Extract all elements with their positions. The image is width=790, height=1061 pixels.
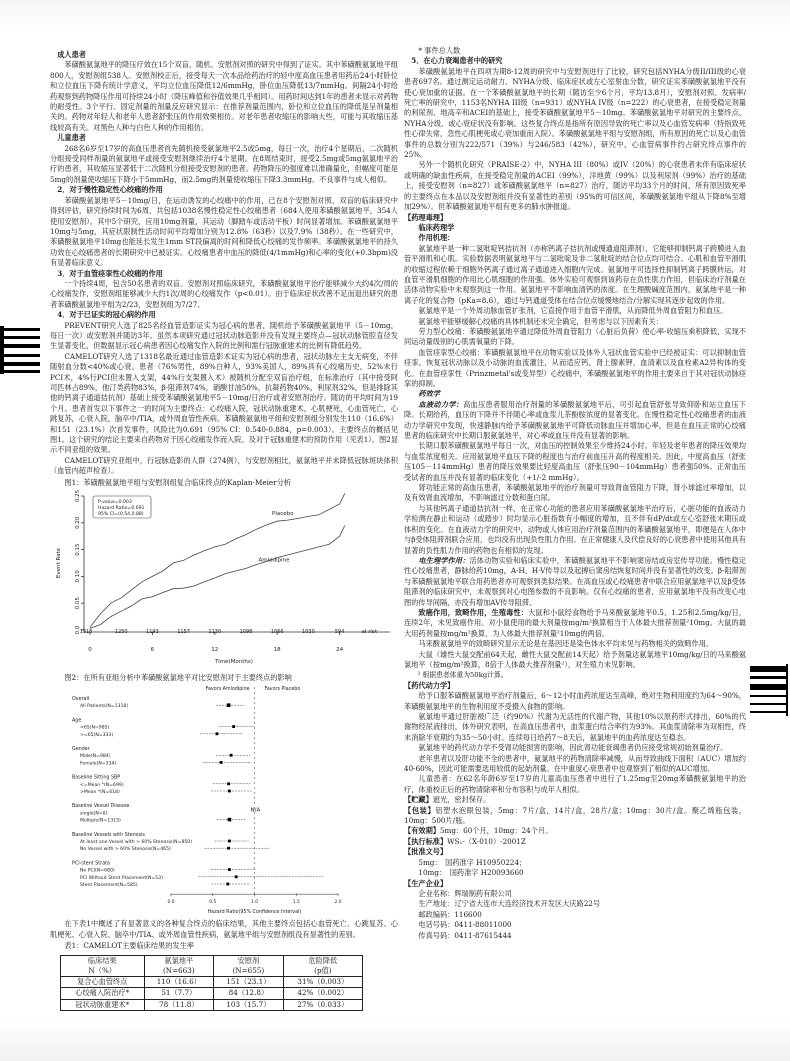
svg-text:N/A: N/A (250, 807, 261, 814)
svg-text:12: 12 (211, 647, 219, 654)
svg-text:Gender: Gender (72, 747, 90, 753)
table-header-row (61, 955, 363, 976)
kaplan-meier-chart (50, 490, 398, 672)
storage-line: 【贮藏】遮光，密封保存。 (404, 795, 491, 805)
manufacturer-address: 生产地址：辽宁省大连市大连经济技术开发区大庆路22号 (418, 899, 601, 909)
svg-text:1193: 1193 (146, 629, 159, 636)
hemodynamics-paragraph-4: 与其他钙离子通道拮抗剂一样，在正常心功能的患者应用苯磺酸氨氯地平治疗后，心脏功能的血液动力学检测在静止和运动（或踏步）时均显示心脏指数有小幅度的增加，且不伴有dP/dt或左心室舒张末期压或体积的变化。在血液动力学的研究中，动物或人体应用治疗剂量范围内的苯磺酸氨氯地平，即便是在人体中与β受体阻滞剂联合应用，也均没有出现负性肌力作用。在正常健康人及代偿良好的心衰患者中使用其他具有显著的负性肌力作用的药物也有相似的发现。 (404, 503, 746, 555)
heart-failure-paragraph-2: 另外一个随机化研究（PRAISE-2）中，NYHA III（80%）或IV（20%）的心衰患者未伴有临床症状或明确的缺血性疾病，在接受稳定剂量的ACEI（99%），洋地黄（99%）以及利尿剂（99%）治疗的基础上，接受安慰剂（n=827）或苯磺酸氨氯地平（n=827）治疗，随访平均33个月的时间，所有原因致死率的主要终点在本品以及安慰剂组并没有显著性的差别（95%的可信区间，苯磺酸氨氯地平组从下降8%至增加29%）。但苯磺酸氨氯地平组有更多的肺水肿报道。 (404, 160, 746, 212)
manufacturer-zip: 邮政编码：116600 (418, 909, 482, 919)
expiry-label: 【有效期】 (404, 826, 440, 836)
svg-text:1098: 1098 (239, 629, 253, 636)
figure-2-caption: 图2：在所有亚组分析中苯磺酸氨氯地平对比安慰剂对于主要终点的影响 (64, 673, 292, 683)
right-column (404, 46, 746, 941)
svg-text:PCI-stent Strata: PCI-stent Strata (72, 861, 110, 867)
section-5-heading: 5．在心力衰竭患者中的研究 (411, 56, 503, 66)
svg-text:1.5: 1.5 (292, 900, 300, 906)
mechanism-paragraph-1: 氨氯地平是一种二氢吡啶钙拮抗剂（亦称钙离子拮抗剂或慢通道阻滞剂），它能够抑制钙离子跨膜进入血管平滑肌和心肌。实验数据表明氨氯地平与二氢吡啶及非二氢吡啶的结合位点均可结合。心肌和血管平滑肌的收缩过程依赖于细胞外钙离子通过离子通道进入细胞内完成。氨氯地平可选择性抑制钙离子跨膜转运，对血管平滑肌细胞的作用比心肌细胞的作用强。体外实验可观察到该药存在负性肌力作用，但临床治疗剂量在活体动物实验中未观察到这一作用。氨氯地平不影响血清钙的浓度。在生理酸碱度范围内，氨氯地平是一种离子化的复合物（pKa=8.6），通过与钙通道受体在结合位点缓慢地结合/分解实现其逐步起效的作用。 (404, 243, 746, 305)
manufacturer-heading: 【生产企业】 (404, 878, 448, 888)
manufacturer-phone: 电话号码：0411-88011000 (418, 920, 512, 930)
camelot-results-table (60, 955, 363, 1012)
table-row (61, 988, 363, 1000)
section-3-paragraph: 一个持续4周，包含50名患者的双盲、安慰剂对照临床研究，苯磺酸氨氯地平治疗能够减少大约4次/周的心绞痛发作，安慰剂组能够减少大约1次/周的心绞痛发作（p<0.01）。由于临床症状改善不足而退出研究的患者苯磺酸氨氯地平组为2/23，安慰剂组为7/27。 (50, 278, 398, 309)
table-cell: 心绞痛入院治疗* (61, 988, 145, 1000)
mechanism-paragraph-4: 劳力型心绞痛：苯磺酸氨氯地平通过降低外周血管阻力（心脏后负荷）使心率-收缩压乘积降低，实现不同运动量级别的心肌需氧量的下降。 (404, 326, 746, 347)
svg-text:0.10: 0.10 (75, 570, 81, 583)
svg-text:Age: Age (72, 718, 82, 724)
heart-failure-paragraph-1: 苯磺酸氨氯地平在四项为期8-12周的研究中与安慰剂进行了比较，研究包括NYHA分级II/III级的心衰患者697名。通过测定运动耐力、NYHA分级、临床症状或左心室射血分数，研究证实苯磺酸氨氯地平没有使心衰加重的证据。在一个苯磺酸氨氯地平的长期（随访至少6个月，平均13.8月），安慰剂对照、发病率/死亡率的研究中，1153名NYHA III级（n=931）或NYHA IV级（n=222）的心衰患者，在接受稳定剂量的利尿剂、地高辛和ACEI的基础上，接受苯磺酸氨氯地平5－10mg。苯磺酸氨氯地平对研究的主要终点、NYHA分级、或心衰症状没有影响。这些复合终点是指所有原因导致的死亡率以及心血管发病率（特指致死性心律失常，急性心肌梗死或心衰加重而入院）。苯磺酸氨氯地平组与安慰剂组，所有原因的死亡以及心血管事件的总数分别为222/571（39%）与246/583（42%），研究中，心血管病事件约占研究终点事件的25%。 (404, 66, 746, 160)
table-cell: 78（11.8） (144, 999, 214, 1011)
svg-text:2.0: 2.0 (334, 900, 342, 906)
electrophysiology-paragraph: 电生理学作用：活体动物实验和临床实验中，苯磺酸氨氯地平不影响窦房结或房室传导功能。慢性稳定性心绞痛患者，静脉给药10mg，A-H、H-V传导以及起搏后窦房结恢复时间并没有显著性的改变。β-阻滞剂与苯磺酸氨氯地平联合用药患者亦可观察到类似结果。在高血压或心绞痛患者中联合应用氨氯地平以及β受体阻滞剂的临床研究中，未观察到对心电图参数的不良影响。仅有心绞痛的患者，应用氨氯地平没有改变心电图的传导间隔，亦没有增加AV传导阻滞。 (404, 555, 746, 607)
svg-text:single(N=0): single(N=0) (80, 811, 108, 817)
approval-heading: 【批准文号】 (404, 847, 448, 857)
svg-text:0.0: 0.0 (167, 900, 175, 906)
adult-patients-paragraph: 苯磺酸氨氯地平的降压疗效在15个双盲、随机、安慰剂对照的研究中得到了证实。其中苯磺酸氨氯地平组800人，安慰剂组538人。安慰剂校正后，接受每天一次本品给药治疗的轻中度高血压患者用药后24小时卧位和立位血压下降有统计学意义，平均立位血压降低12/6mmHg，卧位血压降低13/7mmHg。间隔24小时给药观察到药物降压作用可持续24小时（降压峰值和谷值效果几乎相同）。用药时间达到1年的患者未显示对药物的耐受性。3个平行、固定剂量的剂量反应研究显示：在推荐剂量范围内，卧位和立位血压的降低是呈剂量相关的。药物对年轻人和老年人患者舒张压的作用效果相仿。对老年患者收缩压的影响大些，可能与其收缩压基线较高有关。对黑色人种与白色人种的作用相仿。 (50, 60, 398, 132)
svg-text:At least one Vessel with > 60%: At least one Vessel with > 60% Stenosis(N=850) (80, 840, 193, 846)
svg-text:<65(N=985): <65(N=985) (80, 726, 110, 732)
table-row (61, 999, 363, 1011)
manufacturer-name: 企业名称：辉瑞制药有限公司 (418, 888, 512, 898)
pk-paragraph-5: 儿童患者：在62名年龄6岁至17岁的儿童高血压患者中进行了1.25mg至20mg苯磺酸氨氯地平的治疗，体重校正后的药物清除率和分布容积与成年人相似。 (404, 774, 746, 794)
svg-text:Male(N=984): Male(N=984) (80, 754, 111, 760)
expiry-line: 【有效期】5mg：60个月，10mg：24个月。 (404, 826, 553, 836)
toxicity-paragraph-3: 大鼠（雄性大鼠交配前64天起，雌性大鼠交配前14天起）给予剂量达氨氯地平10mg/kg/日的马来酸氨氯地平（按mg/m²换算，8倍于人体最大推荐剂量²），对生殖力未见影响。 (404, 649, 746, 669)
pharmacokinetics-heading: 【药代动力学】 (404, 680, 455, 690)
svg-text:at risk: at risk (361, 629, 378, 636)
table-cell: 冠状动脉重建术* (61, 999, 145, 1011)
pk-child-label: 儿童患者： (418, 774, 456, 784)
package-label: 【包装】 (404, 805, 436, 815)
manufacturer-fax: 传真号码：0411-87615444 (418, 930, 512, 940)
table-cell: 31%（0.003） (283, 976, 362, 988)
svg-text:Baseline Vessels with Stenosis: Baseline Vessels with Stenosis (72, 833, 145, 839)
table-row (61, 976, 363, 988)
table-header-cell: 安慰剂 (N=655) (214, 955, 284, 976)
figure-1-caption: 图1：苯磺酸氨氯地平组与安慰剂组复合临床终点的Kaplan-Meier分析 (64, 477, 291, 487)
forest-plot (50, 684, 398, 919)
svg-text:Hazard Ratio=0.691: Hazard Ratio=0.691 (98, 506, 145, 512)
section-2-paragraph: 苯磺酸氨氯地平5－10mg/日，在运动诱发的心绞痛中的作用，已在8个安慰剂对照、双盲的临床研究中得到评估，研究持续时间为6周，共包括1038名慢性稳定性心绞痛患者（684人使用苯磺酸氨氯地平，354人使用安慰剂）。其中5个研究，应用10mg剂量，其运动（脚踏车或活动平板）时间显著增加。苯磺酸氨氯地平10mg与5mg，其症状限制性活动时间平均增加分别为12.8%（63秒）以及7.9%（38秒）。在一些研究中，苯磺酸氨氯地平10mg也能延长发生1mm ST段偏离的时间和降低心绞痛的发作频率。苯磺酸氨氯地平的持久功效在心绞痛患者的长期研究中已被证实。心绞痛患者中血压的降低(4/1mmHg)和心率的变化(+0.3bpm)没有显著临床意义。 (50, 195, 398, 268)
svg-text:0.5: 0.5 (209, 900, 217, 906)
svg-text:0.05: 0.05 (75, 597, 81, 610)
standard-line: 【执行标准】WS₁-（X-010）-2001Z (404, 836, 526, 846)
clinical-pharmacology-heading: 临床药理学 (418, 222, 455, 232)
toxicity-label: 致癌作用，致畸作用，生殖毒性： (418, 607, 529, 617)
hemodynamics-label: 血液动力学： (418, 399, 464, 409)
table-cell: 103（15.7） (214, 999, 284, 1011)
approval-5mg: 5mg： 国药准字 H10950224； (418, 857, 527, 867)
toxicity-footnote: ² 根据患者体重为50kg计算。 (417, 671, 508, 680)
svg-text:>Mean *(N=618): >Mean *(N=618) (80, 790, 120, 796)
table-header-cell: 临床结果 N（%） (61, 955, 145, 976)
svg-text:1030: 1030 (302, 629, 315, 636)
svg-text:Baseline Sitting SBP: Baseline Sitting SBP (72, 776, 121, 782)
svg-text:1250: 1250 (114, 629, 128, 636)
svg-text:594: 594 (334, 629, 345, 636)
standard-label: 【执行标准】 (404, 836, 448, 846)
svg-text:0.25: 0.25 (75, 490, 81, 503)
svg-text:Female(N=334): Female(N=334) (80, 761, 117, 767)
camelot-paragraph: CAMELOT研究人选了1318名最近通过血管造影术证实为冠心病的患者，冠状动脉左主支无病变，不伴随射血分数<40%或心衰。患者（76%男性，89%白种人，93%美国人，89%具有心绞痛历史，52%未行PCI术，4%行PCI但未置入支架，44%行支架置入术）被随机分配至双盲治疗组，在标准治疗（其中接受阿司匹林占89%，他汀类药物83%，β-阻滞剂74%，硝酸甘油50%，抗凝药物40%，利尿剂32%，但是排除其他的钙离子通道拮抗剂）基础上接受苯磺酸氨氯地平5－10mg/日治疗或者安慰剂治疗。随访的平均时间为19个月。患者首发以下事件之一的时间为主要终点：心绞痛入院，冠状动脉重建术，心肌梗死，心血管死亡，心跳复苏，心衰入院，脑卒中/TIA，或外周血管性疾病。苯磺酸氨氯地平组和安慰剂组分别发生110（16.6%）和151（23.1%）次首发事件，风险比为0.691（95% CI：0.540-0.884，p=0.003）。主要终点的概括见图1。这个研究的结论主要来自药物对于因心绞痛发作而入院、及对于冠脉重建术的预防作用（见表1）。图2显示不同亚组的效果。 (50, 351, 398, 455)
pk-paragraph-2: 氨氯地平通过肝脏被广泛（约90%）代谢为无活性的代谢产物，其他10%以原药形式排出，60%的代谢物经尿液排出，体外研究表明，在高血压患者中，血浆蛋白结合率约为93%。其血浆清除率为双相性，终末消除半衰期约为35～50小时。连续每日给药7～8天后，氨氯地平的血药浓度达至稳态。 (404, 712, 746, 742)
svg-text:Hazard Ratio(95% Confidence In: Hazard Ratio(95% Confidence Interval) (207, 910, 302, 916)
hemodynamics-paragraph-1: 血液动力学：高血压患者服用治疗剂量的苯磺酸氨氯地平后，可引起血管舒张导致仰卧和站立血压下降。长期给药，血压的下降并不伴随心率或血浆儿茶酚胺浓度的显著变化。在慢性稳定性心绞痛患者的血液动力学研究中发现，快速静脉内给予苯磺酸氨氯地平可降低动脉血压并增加心率，但是在血压正常的心绞痛患者的临床研究中长期口服氨氯地平，对心率或血压并没有显著的影响。 (404, 399, 746, 441)
child-patients-heading: 儿童患者 (57, 133, 86, 143)
svg-text:0: 0 (88, 647, 92, 654)
svg-text:1.0: 1.0 (251, 900, 258, 906)
table-cell: 84（12.8） (214, 988, 284, 1000)
camelot-subgroup-paragraph: CAMELOT研究亚组中，行冠脉造影的人群（274例），与安慰剂相比，氨氯地平并未降低冠脉斑块体积（血管内超声检查）。 (50, 455, 398, 476)
left-binding-marks (0, 326, 42, 376)
toxicity-paragraph-1: 致癌作用，致畸作用，生殖毒性：大鼠和小鼠经食物给予马来酸氨氯地平0.5、1.25和2.5mg/kg/日，连续2年，未见致癌作用。对小鼠使用的最大剂量按mg/m²换算相当于人体最大推荐剂量²10mg。大鼠的最大用药剂量按mg/m²换算，为人体最大推荐剂量²10mg的两倍。 (404, 607, 746, 638)
section-3-heading: 3．对于血管痉挛性心绞痛的作用 (57, 268, 163, 278)
table-cell: 51（7.7） (144, 988, 214, 1000)
svg-text:PCI Without Stent Placement(N=: PCI Without Stent Placement(N=53) (80, 876, 163, 882)
table-cell: 110（16.6） (144, 976, 214, 988)
table-cell: 27%（0.033） (283, 999, 362, 1011)
svg-text:Event Rate: Event Rate (56, 548, 62, 579)
events-footnote: * 事件总人数 (418, 46, 461, 55)
svg-text:Favors Placebo: Favors Placebo (264, 687, 301, 693)
svg-text:Baseline Vessel Disease: Baseline Vessel Disease (72, 804, 130, 810)
prevent-paragraph: PREVENT研究人选了825名经血管造影证实为冠心病的患者，随机给予苯磺酸氨氯地平（5－10mg，每日一次）或安慰剂并随访3年。虽然本项研究通过冠状动脉造影并没有发现主要终点—冠状动脉管腔直径发生显著变化，但数据显示冠心病患者因心绞痛发作入院的比例和需行冠脉重建术的比例有降低趋势。 (50, 320, 398, 351)
svg-text:18: 18 (273, 647, 281, 654)
hemodynamics-paragraph-3: 肾功能正常的高血压患者，苯磺酸氨氯地平的治疗剂量可导致肾血管阻力下降，肾小球滤过率增加，以及有效肾血流增加，不影响滤过分数和蛋白尿。 (404, 483, 746, 503)
pk-paragraph-1: 给予口服苯磺酸氨氯地平治疗剂量后，6～12小时血药浓度达至高峰，绝对生物利用度约为64～90%，苯磺酸氨氯地平的生物利用度不受摄入食物的影响。 (404, 691, 746, 711)
svg-text:0.0: 0.0 (75, 625, 81, 635)
svg-text:1066: 1066 (270, 629, 284, 636)
svg-text:95% CI=(0.54,0.88): 95% CI=(0.54,0.88) (98, 512, 144, 518)
section-2-heading: 2．对于慢性稳定性心绞痛的作用 (57, 185, 163, 195)
adult-patients-heading: 成人患者 (57, 50, 86, 59)
svg-text:Multiple(N=1315): Multiple(N=1315) (80, 819, 121, 825)
svg-text:6: 6 (150, 647, 155, 654)
svg-text:0.20: 0.20 (75, 516, 81, 529)
svg-text:24: 24 (336, 647, 344, 654)
svg-text:1130: 1130 (208, 629, 222, 636)
mechanism-paragraph-5: 血管痉挛型心绞痛：苯磺酸氨氯地平在动物实验以及体外人冠状血管实验中已经被证实：可以抑制血管痉挛，恢复冠状动脉以及小动脉的血流灌注，从而适应钙，肾上腺素钾，血清素以及血栓素A2异构体的变化。在血管痉挛性（Prinzmetal's或变异型）心绞痛中，苯磺酸氨氯地平的作用主要来自于其对冠状动脉痉挛的抑制。 (404, 347, 746, 388)
approval-10mg: 10mg： 国药准字 H20093660 (418, 868, 524, 878)
pk-paragraph-3: 氨氯地平的药代动力学不受肾功能损害的影响，因此肾功能衰竭患者仍应接受常规初始剂量治疗。 (418, 743, 728, 753)
svg-text:All Patients(N=1318): All Patients(N=1318) (80, 704, 129, 710)
pharmacology-toxicology-heading: 【药理毒理】 (404, 212, 448, 222)
table-header-cell: 氨氯地平 (N=663) (144, 955, 214, 976)
mechanism-paragraph-2: 氨氯地平是一个外周动脉血管扩张剂，它直接作用于血管平滑肌，从而降低外周血管阻力和血压。 (418, 306, 728, 316)
mechanism-heading: 作用机理： (418, 233, 455, 243)
svg-text:No PCI(N=680): No PCI(N=680) (80, 869, 115, 875)
after-figure-2-paragraph: 在下表1中概述了有显著意义的各种复合终点的临床结果，其他主要终点包括心血管死亡、心跳复苏、心肌梗死、心衰入院、脑卒中/TIA、或外周血管性疾病，氨氯地平组与安慰剂组没有显著性的差别。 (50, 919, 398, 939)
left-column (50, 50, 398, 1011)
svg-text:Stent Placement(N=585): Stent Placement(N=585) (80, 883, 138, 889)
table-cell: 42%（0.002） (283, 988, 362, 1000)
mechanism-paragraph-3: 氨氯地平能够缓解心绞痛的具体机制还未完全确定，但考虑与以下因素有关： (418, 316, 663, 326)
toxicity-paragraph-2: 马来酸氨氯地平的致畸研究显示无论是在基因还是染色体水平均未见与药物相关的致畸作用。 (418, 639, 714, 649)
svg-text:Favors Amlodipine: Favors Amlodipine (205, 687, 250, 693)
table-cell: 复合心血管终点 (61, 976, 145, 988)
svg-text:Placebo: Placebo (272, 510, 294, 517)
svg-text:>=65(N=333): >=65(N=333) (80, 733, 114, 739)
child-patients-paragraph: 268名6岁至17岁的高血压患者首先随机接受氨氯地平2.5或5mg，每日一次，治疗4个星期后，二次随机分组接受同样剂量的氨氯地平或接受安慰剂继续治疗4个星期。在8周结束时，接受2.5mg或5mg氨氯地平治疗的患者，其收缩压显著低于二次随机分组接受安慰剂的患者。药物降压的强度难以准确量化，但幅度可能是5mg的剂量使收缩压下降小于5mmHg，而2.5mg的剂量使收缩压下降3.3mmHg。不良事件与成人相似。 (50, 143, 398, 184)
svg-text:Overall: Overall (72, 697, 90, 703)
svg-text:Time(Months): Time(Months) (215, 659, 253, 666)
package-line: 【包装】铝塑水泡眼包装，5mg：7片/盒，14片/盒，28片/盒；10mg：30片/盒。聚乙烯瓶包装，10mg：500片/瓶。 (404, 805, 746, 826)
section-4-heading: 4．对于已证实的冠心病的作用 (57, 310, 156, 320)
table-cell: 151（23.1） (214, 976, 284, 988)
table-1-caption: 表1：CAMELOT主要临床结果的发生率 (64, 941, 194, 951)
hemodynamics-paragraph-2: 长期口服苯磺酸氨氯地平每日一次，对血压的控制效果至少维持24小时。年轻及老年患者的降压效果均与血浆浓度相关。应用氨氯地平血压下降的程度也与治疗前血压升高的程度相关。因此，中度高血压（舒张压105－114mmHg）患者的降压效果要比轻度高血压（舒张压90－104mmHg）患者强50%。正常血压受试者的血压并没有显著的临床变化（+1/-2 mmHg）。 (404, 441, 746, 482)
svg-text:Amlodipine: Amlodipine (258, 557, 290, 564)
pk-paragraph-4: 老年患者以及肝功能不全的患者中，氨氯地平的药物清除率减慢，从而导致曲线下面积（AUC）增加约40-60%，因此可能需要选用较低的起始剂量。在中重度心衰患者中也观察到了相似的AUC增加。 (404, 753, 746, 774)
table-header-cell: 危险降低 (p值) (283, 955, 362, 976)
storage-label: 【贮藏】 (404, 795, 433, 805)
svg-text:0.15: 0.15 (75, 543, 81, 556)
svg-text:P-value=0.003: P-value=0.003 (98, 500, 132, 506)
electrophysiology-label: 电生理学作用： (418, 555, 470, 565)
svg-text:<=Mean *(N=699): <=Mean *(N=699) (80, 783, 124, 789)
pharmacodynamics-heading: 药效学 (418, 389, 440, 399)
svg-text:No Vessel with > 60% Stenosis(: No Vessel with > 60% Stenosis(N=465) (80, 847, 171, 853)
svg-text:1157: 1157 (177, 629, 190, 636)
right-binding-marks (750, 664, 790, 716)
svg-text:1318: 1318 (79, 629, 93, 636)
